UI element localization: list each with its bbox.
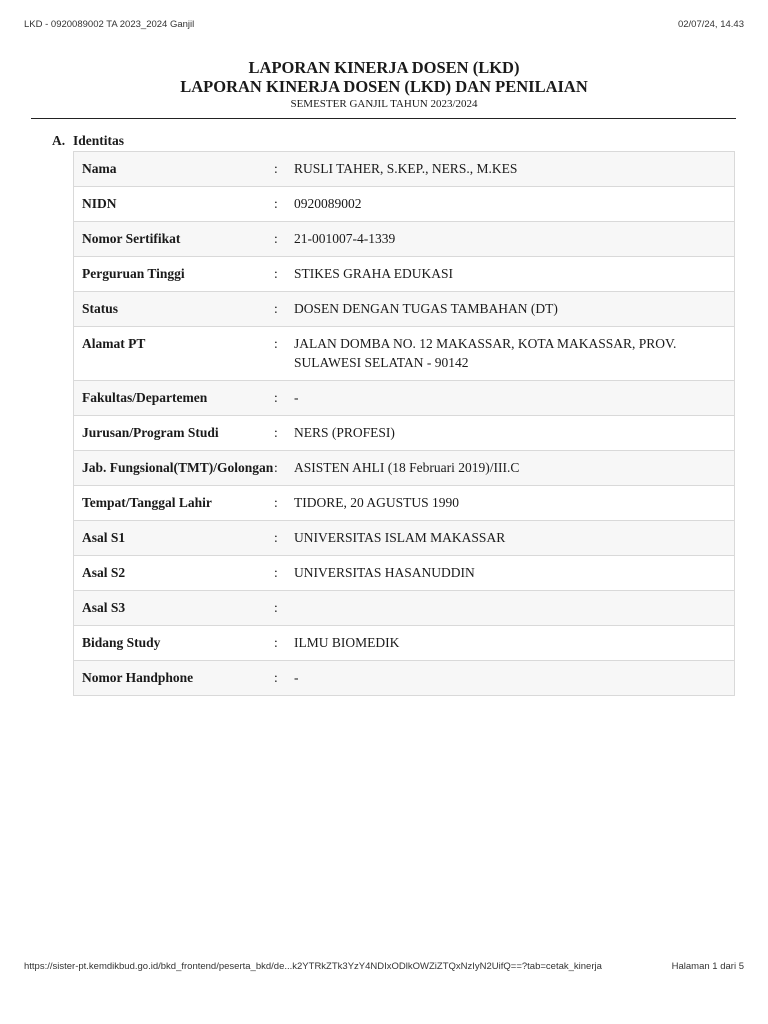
section-heading-identitas [52,133,124,149]
identitas-value [294,591,735,626]
report-semester: SEMESTER GANJIL TAHUN 2023/2024 [290,98,478,110]
identitas-separator: : [274,626,294,661]
identitas-separator: : [274,416,294,451]
print-timestamp: 02/07/24, 14.43 [677,19,744,30]
identitas-row [74,222,735,257]
identitas-separator: : [274,257,294,292]
identitas-value: DOSEN DENGAN TUGAS TAMBAHAN (DT) [294,292,735,327]
identitas-row [74,451,735,486]
identitas-label: Nomor Handphone [74,661,275,696]
identitas-separator: : [274,451,294,486]
identitas-separator: : [274,521,294,556]
identitas-row [74,381,735,416]
identitas-label: Jab. Fungsional(TMT)/Golongan [74,451,275,486]
identitas-label: Tempat/Tanggal Lahir [74,486,275,521]
identitas-label: Asal S1 [74,521,275,556]
section-title: Identitas [73,133,125,148]
identitas-separator: : [274,152,294,187]
identitas-label: Bidang Study [74,626,275,661]
identitas-value: ILMU BIOMEDIK [294,626,735,661]
identitas-label: Jurusan/Program Studi [74,416,275,451]
identitas-value: STIKES GRAHA EDUKASI [294,257,735,292]
identitas-label: Asal S3 [74,591,275,626]
identitas-row [74,327,735,381]
identitas-value: JALAN DOMBA NO. 12 MAKASSAR, KOTA MAKASSAR, PROV. SULAWESI SELATAN - 90142 [294,327,735,381]
identitas-value: - [294,661,735,696]
identitas-separator: : [274,292,294,327]
identitas-row [74,416,735,451]
identitas-separator: : [274,327,294,381]
identitas-label: Alamat PT [74,327,275,381]
report-title-line2: LAPORAN KINERJA DOSEN (LKD) DAN PENILAIAN [180,77,588,96]
identitas-row [74,257,735,292]
identitas-separator: : [274,486,294,521]
identitas-row [74,486,735,521]
print-page-number: Halaman 1 dari 5 [671,961,744,972]
identitas-value: TIDORE, 20 AGUSTUS 1990 [294,486,735,521]
identitas-label: Nama [74,152,275,187]
identitas-value: NERS (PROFESI) [294,416,735,451]
report-title-line1: LAPORAN KINERJA DOSEN (LKD) [248,58,520,77]
identitas-row [74,556,735,591]
identitas-row [74,521,735,556]
identitas-separator: : [274,381,294,416]
print-footer [24,961,744,975]
identitas-value: UNIVERSITAS HASANUDDIN [294,556,735,591]
print-url: https://sister-pt.kemdikbud.go.id/bkd_frontend/peserta_bkd/de...k2YTRkZTk3YzY4NDIxODlkOWZiZTQxNzIyN2UifQ==?tab=cetak_kinerja [24,961,602,972]
print-header [24,19,744,33]
identitas-row [74,661,735,696]
report-title-block [0,58,768,112]
identitas-separator: : [274,556,294,591]
identitas-row [74,591,735,626]
identitas-label: Status [74,292,275,327]
identitas-table [73,151,735,696]
identitas-label: NIDN [74,187,275,222]
identitas-value: ASISTEN AHLI (18 Februari 2019)/III.C [294,451,735,486]
identitas-row [74,626,735,661]
identitas-value: 21-001007-4-1339 [294,222,735,257]
identitas-label: Asal S2 [74,556,275,591]
identitas-label: Nomor Sertifikat [74,222,275,257]
identitas-separator: : [274,187,294,222]
title-divider [31,118,736,119]
identitas-separator: : [274,661,294,696]
identitas-value: 0920089002 [294,187,735,222]
identitas-value: RUSLI TAHER, S.KEP., NERS., M.KES [294,152,735,187]
identitas-separator: : [274,591,294,626]
identitas-row [74,292,735,327]
identitas-value: UNIVERSITAS ISLAM MAKASSAR [294,521,735,556]
identitas-value: - [294,381,735,416]
identitas-label: Fakultas/Departemen [74,381,275,416]
section-marker: A. [52,133,66,148]
print-doc-title: LKD - 0920089002 TA 2023_2024 Ganjil [24,19,195,30]
identitas-row [74,152,735,187]
identitas-label: Perguruan Tinggi [74,257,275,292]
identitas-row [74,187,735,222]
identitas-separator: : [274,222,294,257]
